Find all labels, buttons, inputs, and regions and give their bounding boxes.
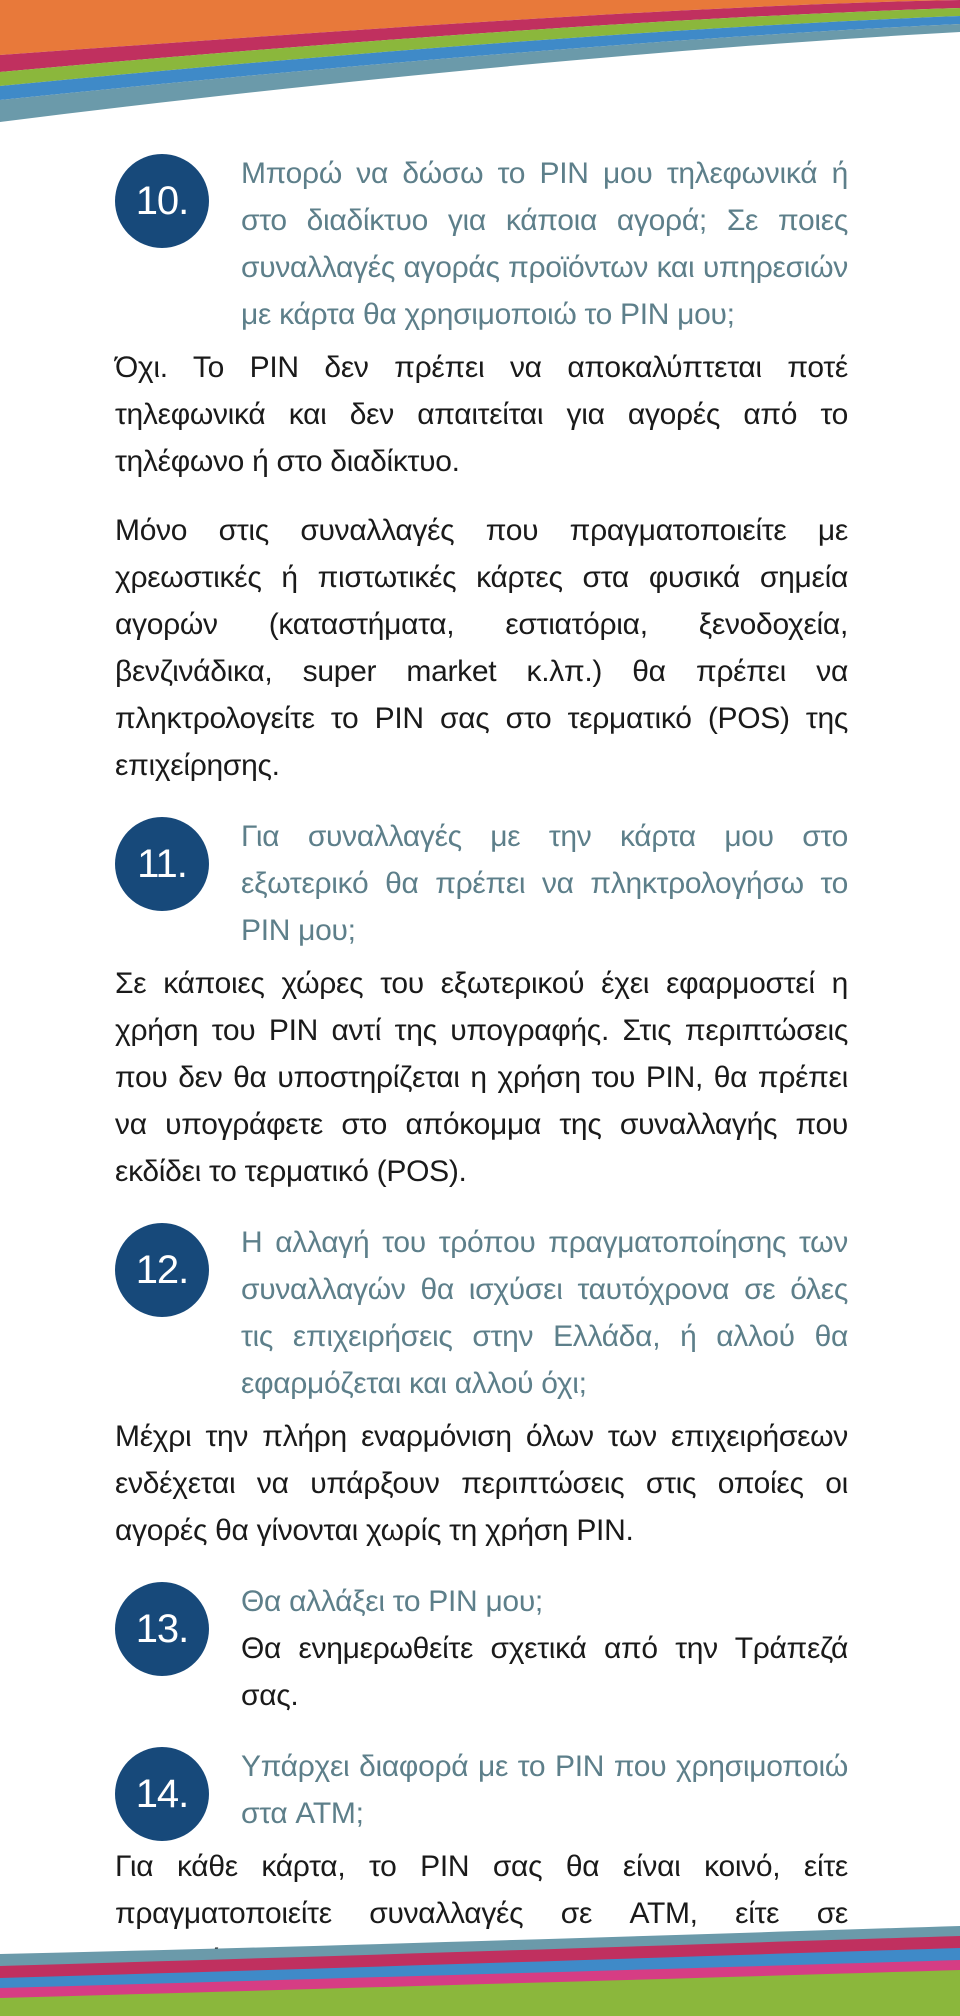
number-badge: 14. [115, 1747, 209, 1841]
question-row [115, 1743, 848, 1837]
question-text: Θα αλλάξει το PIN μου; [241, 1585, 543, 1618]
answer-text: Μέχρι την πλήρη εναρμόνιση όλων των επιχειρήσεων ενδέχεται να υπάρξουν περιπτώσεις στις οποίες οι αγορές θα γίνονται χωρίς τη χρήση PIN. [115, 1420, 848, 1547]
answer-text: Για κάθε κάρτα, το PIN σας θα είναι κοινό, είτε πραγματοποιείτε συναλλαγές σε ATM, είτε σε [115, 1850, 848, 1930]
answer-text: Όχι. Το PIN δεν πρέπει να αποκαλύπτεται ποτέ τηλεφωνικά και δεν απαιτείται για αγορές από το τηλέφωνο ή στο διαδίκτυο. [115, 351, 848, 478]
answer-text: Θα ενημερωθείτε σχετικά από την Τράπεζά σας. [241, 1632, 848, 1712]
faq-item-10 [115, 150, 848, 789]
question-row [115, 1219, 848, 1407]
faq-item-11 [115, 813, 848, 1195]
question-text: Υπάρχει διαφορά με το PIN που χρησιμοποιώ στα ATM; [241, 1750, 848, 1830]
bottom-decorative-band [0, 1926, 960, 2016]
number-badge: 10. [115, 154, 209, 248]
number-badge: 12. [115, 1223, 209, 1317]
question-row [115, 150, 848, 338]
number-badge: 11. [115, 817, 209, 911]
faq-item-12 [115, 1219, 848, 1554]
faq-content [115, 150, 848, 1984]
number-badge: 13. [115, 1582, 209, 1676]
question-text: Η αλλαγή του τρόπου πραγματοποίησης των συναλλαγών θα ισχύσει ταυτόχρονα σε όλες τις επιχειρήσεις στην Ελλάδα, ή αλλού θα εφαρμόζεται και αλλού όχι; [241, 1226, 848, 1400]
question-row [115, 813, 848, 954]
answer-text: Μόνο στις συναλλαγές που πραγματοποιείτε με χρεωστικές ή πιστωτικές κάρτες στα φυσικά σημεία αγορών (καταστήματα, εστιατόρια, ξενοδοχεία, βενζινάδικα, super market κ.λπ.) θα πρέπει να πληκτρολογείτε το PIN σας στο τερματικό (POS) της επιχείρησης. [115, 514, 848, 782]
top-decorative-band [0, 0, 960, 140]
answer-text: Σε κάποιες χώρες του εξωτερικού έχει εφαρμοστεί η χρήση του PIN αντί της υπογραφής. Στις περιπτώσεις που δεν θα υποστηρίζεται η χρήση του PIN, θα πρέπει να υπογράφετε στο απόκομμα της συναλλαγής που εκδίδει το τερματικό (POS). [115, 967, 848, 1188]
faq-item-13 [115, 1578, 848, 1719]
question-row [115, 1578, 848, 1719]
question-text: Μπορώ να δώσω το PIN μου τηλεφωνικά ή στο διαδίκτυο για κάποια αγορά; Σε ποιες συναλλαγές αγοράς προϊόντων και υπηρεσιών με κάρτα θα χρησιμοποιώ το PIN μου; [241, 157, 848, 331]
question-text: Για συναλλαγές με την κάρτα μου στο εξωτερικό θα πρέπει να πληκτρολογήσω το PIN μου; [241, 820, 848, 947]
